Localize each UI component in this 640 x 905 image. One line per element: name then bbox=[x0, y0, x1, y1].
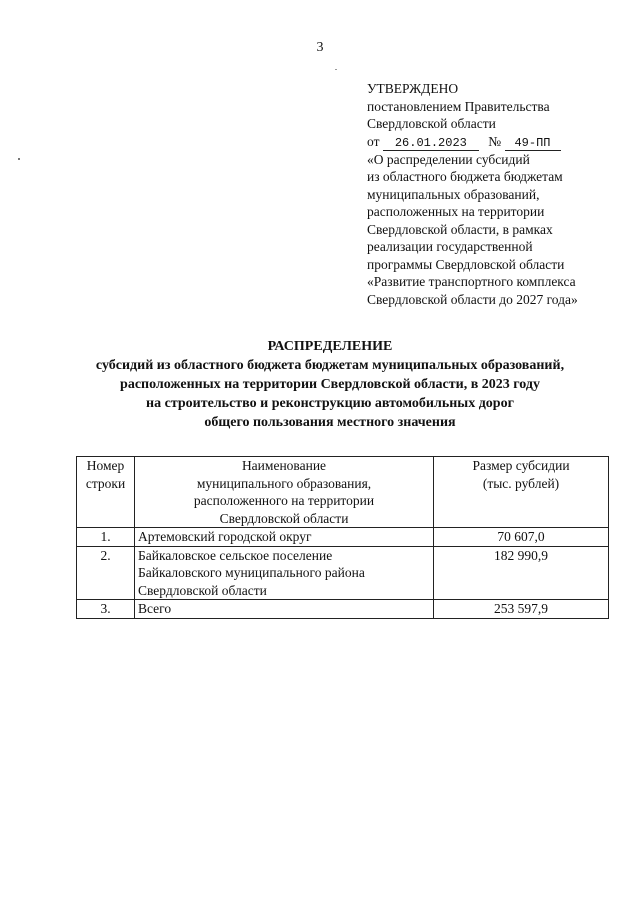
approval-date: 26.01.2023 bbox=[383, 136, 479, 151]
header-number: Номер строки bbox=[77, 457, 135, 528]
approval-date-line bbox=[367, 133, 617, 151]
scan-artifact bbox=[335, 69, 337, 70]
row-name: Всего bbox=[135, 600, 434, 619]
header-amount: Размер субсидии (тыс. рублей) bbox=[434, 457, 609, 528]
row-number: 2. bbox=[77, 546, 135, 600]
date-prefix: от bbox=[367, 133, 380, 149]
approval-subject-line: расположенных на территории bbox=[367, 204, 545, 219]
distribution-table bbox=[76, 456, 609, 619]
document-subtitle-line: субсидий из областного бюджета бюджетам муниципальных образований, bbox=[95, 358, 565, 373]
document-subtitle-line: общего пользования местного значения bbox=[204, 415, 456, 430]
approval-subject-line: из областного бюджета бюджетам bbox=[367, 169, 563, 184]
row-number: 3. bbox=[77, 600, 135, 619]
table-row bbox=[77, 546, 609, 600]
approval-number: 49-ПП bbox=[505, 136, 561, 151]
scan-artifact bbox=[18, 158, 20, 160]
row-name: Байкаловское сельское поселение Байкаловского муниципального района Свердловской области bbox=[135, 546, 434, 600]
approval-subject-line: программы Свердловской области bbox=[367, 256, 565, 272]
approval-stamp bbox=[367, 80, 617, 308]
table-row bbox=[77, 600, 609, 619]
table-row bbox=[77, 528, 609, 547]
approval-line: Свердловской области bbox=[367, 116, 496, 131]
document-title: РАСПРЕДЕЛЕНИЕ bbox=[267, 339, 393, 354]
approval-subject-line: «О распределении субсидий bbox=[367, 151, 530, 167]
document-title-block bbox=[60, 337, 600, 432]
approval-subject-line: муниципальных образований, bbox=[367, 186, 540, 202]
table-header-row bbox=[77, 457, 609, 528]
row-name: Артемовский городской округ bbox=[135, 528, 434, 547]
number-sign: № bbox=[488, 133, 502, 149]
approval-subject-line: Свердловской области, в рамках bbox=[367, 221, 553, 237]
document-subtitle-line: расположенных на территории Свердловской области, в 2023 году bbox=[120, 377, 540, 392]
approval-subject-line: Свердловской области до 2027 года» bbox=[367, 291, 578, 307]
approval-subject-line: «Развитие транспортного комплекса bbox=[367, 274, 576, 289]
approval-subject-line: реализации государственной bbox=[367, 239, 533, 254]
document-subtitle-line: на строительство и реконструкцию автомобильных дорог bbox=[146, 396, 514, 411]
approval-heading: УТВЕРЖДЕНО bbox=[367, 81, 459, 96]
row-number: 1. bbox=[77, 528, 135, 547]
page-number: 3 bbox=[316, 40, 324, 55]
row-amount: 70 607,0 bbox=[434, 528, 609, 547]
approval-line: постановлением Правительства bbox=[367, 98, 550, 114]
row-amount: 182 990,9 bbox=[434, 546, 609, 600]
row-amount: 253 597,9 bbox=[434, 600, 609, 619]
header-name: Наименование муниципального образования, расположенного на территории Свердловской области bbox=[135, 457, 434, 528]
